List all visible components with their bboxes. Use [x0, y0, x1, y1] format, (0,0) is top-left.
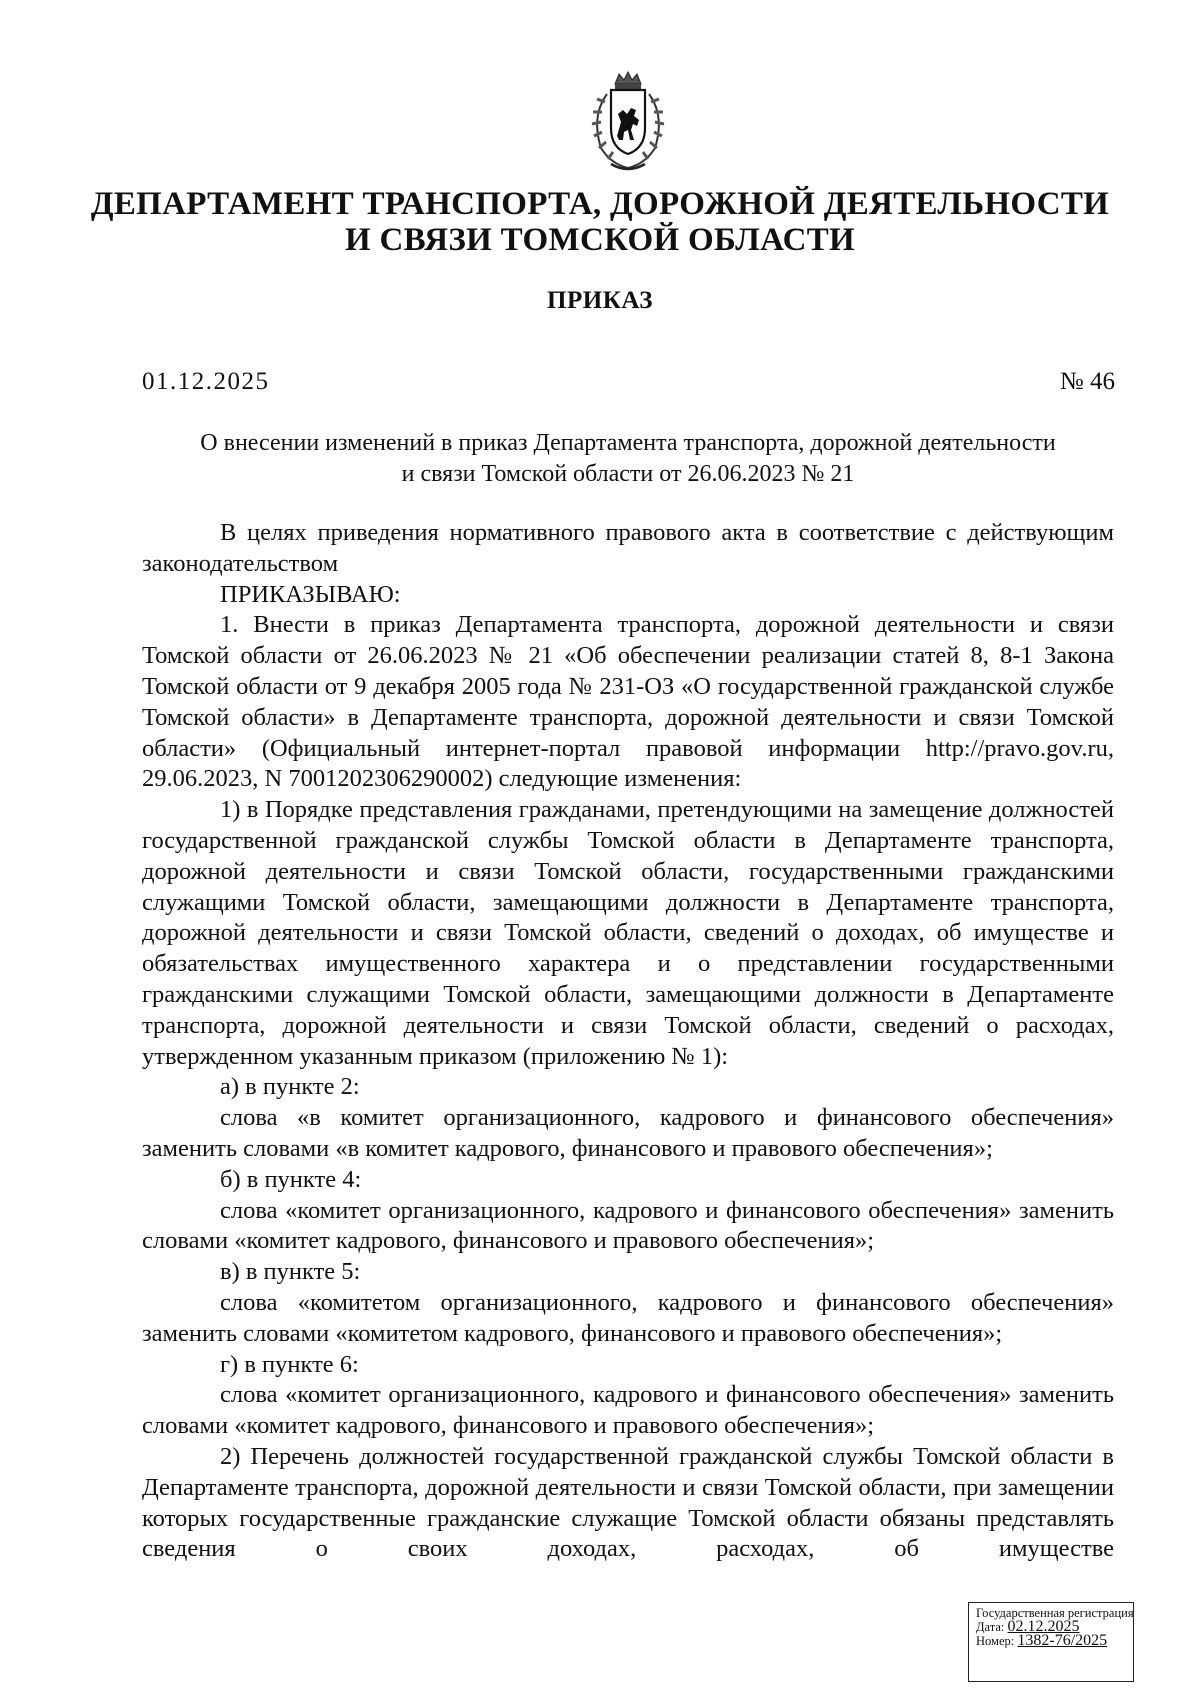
department-title-line1: ДЕПАРТАМЕНТ ТРАНСПОРТА, ДОРОЖНОЙ ДЕЯТЕЛЬНОСТИ [90, 186, 1110, 222]
item-1-paragraph: 1. Внести в приказ Департамента транспорта, дорожной деятельности и связи Томской области от 26.06.2023 № 21 «Об обеспечении реализации статей 8, 8-1 Закона Томской области от 9 декабря 2005 года № 231-ОЗ «О государственной гражданской службе Томской области» в Департаменте транспорта, дорожной деятельности и связи Томской области» (Официальный интернет-портал правовой информации http://pravo.gov.ru, 29.06.2023, N 7001202306290002) следующие изменения: [142, 611, 1114, 793]
subject-line2: и связи Томской области от 26.06.2023 № 21 [401, 461, 855, 487]
subitem-v-heading: в) в пункте 5: [220, 1258, 361, 1286]
registration-number-value: 1382-76/2025 [1017, 1632, 1108, 1649]
registration-stamp [968, 1602, 1134, 1682]
document-body [142, 518, 1114, 1565]
registration-title: Государственная регистрация [976, 1606, 1134, 1620]
subject-line1: О внесении изменений в приказ Департамента транспорта, дорожной деятельности [200, 430, 1056, 456]
document-type: ПРИКАЗ [547, 287, 653, 314]
document-subject [142, 428, 1114, 490]
subitem-b-heading: б) в пункте 4: [220, 1165, 362, 1193]
subitem-g-text: слова «комитет организационного, кадрового и финансового обеспечения» заменить словами «комитет кадрового, финансового и правового обеспечения»; [142, 1381, 1114, 1440]
order-word: ПРИКАЗЫВАЮ: [220, 580, 401, 608]
subitem-1-paragraph: 1) в Порядке представления гражданами, претендующими на замещение должностей государственной гражданской службы Томской области в Департаменте транспорта, дорожной деятельности и связи Томской области, государственными гражданскими служащими Томской области, замещающими должности в Департаменте транспорта, дорожной деятельности и связи Томской области, сведений о доходах, об имуществе и обязательствах имущественного характера и о представлении государственными гражданскими служащими Томской области, замещающими должности в Департаменте транспорта, дорожной деятельности и связи Томской области, сведений о расходах, утвержденном указанным приказом (приложению № 1): [142, 796, 1114, 1070]
subitem-b-text: слова «комитет организационного, кадрового и финансового обеспечения» заменить словами «комитет кадрового, финансового и правового обеспечения»; [142, 1196, 1114, 1255]
registration-date-value: 02.12.2025 [1007, 1618, 1080, 1635]
subitem-a-heading: а) в пункте 2: [220, 1073, 360, 1101]
coat-of-arms-icon [571, 70, 685, 174]
registration-number-row [976, 1634, 1133, 1648]
preamble-paragraph: В целях приведения нормативного правового акта в соответствие с действующим законодательством [142, 519, 1114, 577]
department-title-line2: И СВЯЗИ ТОМСКОЙ ОБЛАСТИ [344, 222, 856, 258]
subitem-g-heading: г) в пункте 6: [220, 1350, 359, 1378]
document-number: № 46 [1059, 368, 1115, 395]
registration-number-label: Номер: [976, 1634, 1015, 1648]
subitem-2-paragraph: 2) Перечень должностей государственной гражданской службы Томской области в Департаменте транспорта, дорожной деятельности и связи Томской области, при замещении которых государственные гражданские служащие Томской области обязаны представлять сведения о своих доходах, расходах, об имуществе [142, 1442, 1114, 1563]
subitem-a-text: слова «в комитет организационного, кадрового и финансового обеспечения» заменить словами «в комитет кадрового, финансового и правового обеспечения»; [142, 1104, 1114, 1162]
subitem-v-text: слова «комитетом организационного, кадрового и финансового обеспечения» заменить словами «комитетом кадрового, финансового и правового обеспечения»; [142, 1288, 1114, 1347]
document-date: 01.12.2025 [142, 368, 270, 395]
registration-date-label: Дата: [976, 1620, 1005, 1634]
